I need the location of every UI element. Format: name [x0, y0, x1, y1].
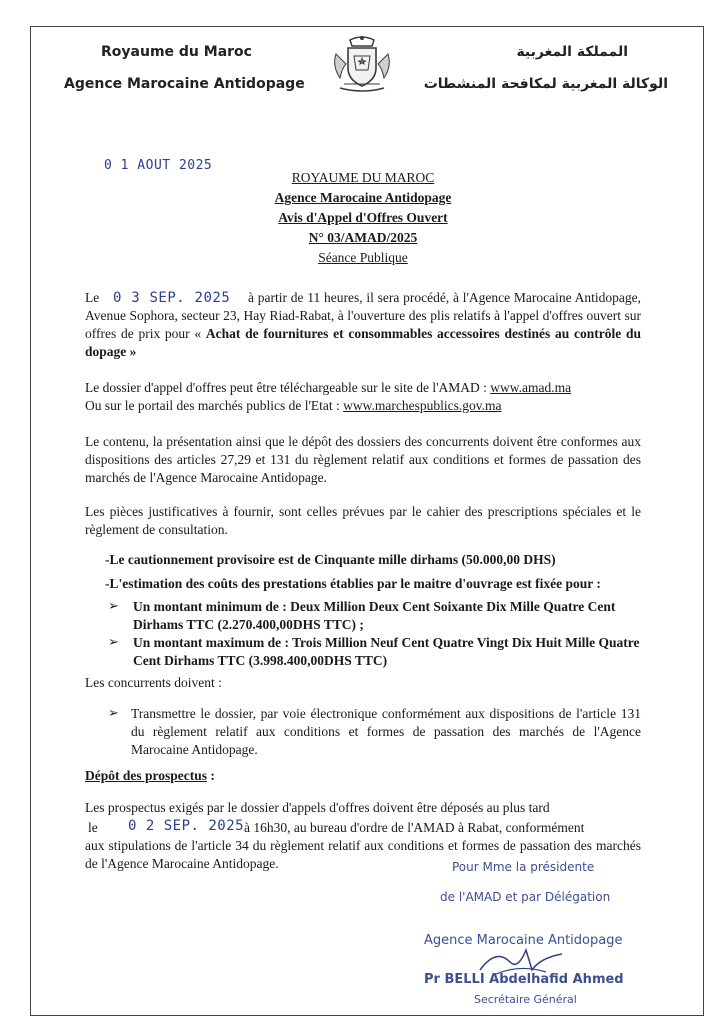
signature-line5: Secrétaire Général — [474, 993, 577, 1006]
signature-line3: Agence Marocaine Antidopage — [424, 933, 623, 948]
deposit-section-colon: : — [207, 768, 215, 783]
date-stamp-top: 0 1 AOUT 2025 — [104, 158, 213, 173]
deposit-rest: aux stipulations de l'article 34 du règlement relatif aux conditions et formes de passation des marchés de l'Agence Marocaine Antidopage. — [85, 838, 641, 871]
download-line2: Ou sur le portail des marchés publics de l'Etat : — [85, 398, 340, 413]
documents-paragraph: Les pièces justificatives à fournir, sont celles prévues par le cahier des prescriptions spéciales et le règlement de consultation. — [85, 504, 641, 537]
signature-line1: Pour Mme la présidente — [452, 860, 595, 874]
deposit-le: le — [88, 820, 98, 835]
date-stamp-deposit: 0 2 SEP. 2025 — [128, 818, 245, 834]
competitors-paragraph: Les concurrents doivent : — [85, 675, 222, 690]
estimate-line: -L'estimation des coûts des prestations établies par le maitre d'ouvrage est fixée pour : — [105, 576, 601, 591]
download-paragraph — [85, 379, 641, 415]
title-notice: Avis d'Appel d'Offres Ouvert — [278, 210, 448, 225]
conformity-paragraph: Le contenu, la présentation ainsi que le dépôt des dossiers des concurrents doivent être conformes aux dispositions des articles 27,29 et 131 du règlement relatif aux conditions et formes de passation des marchés de l'Agence Marocaine Antidopage. — [85, 434, 641, 485]
opening-paragraph — [85, 289, 641, 361]
download-line1: Le dossier d'appel d'offres peut être téléchargeable sur le site de l'AMAD : — [85, 380, 487, 395]
header-country-fr: Royaume du Maroc — [101, 44, 252, 60]
header-country-ar: المملكة المغربية — [516, 44, 628, 60]
signature-line2: de l'AMAD et par Délégation — [440, 890, 611, 904]
arrow-bullet-icon: ➢ — [108, 706, 119, 721]
date-stamp-opening: 0 3 SEP. 2025 — [113, 290, 231, 306]
title-number: N° 03/AMAD/2025 — [308, 230, 418, 245]
coat-of-arms-emblem — [330, 34, 394, 94]
transmission-item: Transmettre le dossier, par voie électronique conformément aux dispositions de l'article 131 du règlement relatif aux conditions et formes de passation des marchés de l'Agence Marocaine Antidopage. — [131, 706, 641, 757]
arrow-bullet-icon: ➢ — [108, 635, 119, 650]
deposit-section-label: Dépôt des prospectus — [85, 768, 208, 783]
deposit-section-title — [85, 767, 641, 785]
amad-website-link[interactable]: www.amad.ma — [490, 380, 572, 395]
signature-line4: Pr BELLI Abdelhafid Ahmed — [424, 972, 624, 987]
bond-line: -Le cautionnement provisoire est de Cinquante mille dirhams (50.000,00 DHS) — [105, 552, 556, 567]
title-block — [60, 168, 666, 268]
public-markets-link[interactable]: www.marchespublics.gov.ma — [343, 398, 502, 413]
header-agency-fr: Agence Marocaine Antidopage — [64, 76, 305, 92]
header-agency-ar: الوكالة المغربية لمكافحة المنشطات — [423, 76, 668, 92]
maximum-amount: Un montant maximum de : Trois Million Neuf Cent Quatre Vingt Dix Huit Mille Quatre Cent Dirhams TTC (3.998.400,00DHS TTC) — [133, 635, 640, 668]
opening-le: Le — [85, 290, 100, 305]
deposit-after-date: à 16h30, au bureau d'ordre de l'AMAD à Rabat, conformément — [244, 820, 585, 835]
opening-object: Achat de fournitures et consommables accessoires destinés au contrôle du dopage » — [85, 326, 641, 359]
deposit-line1: Les prospectus exigés par le dossier d'appels d'offres doivent être déposés au plus tard — [85, 800, 550, 815]
title-agency: Agence Marocaine Antidopage — [274, 190, 452, 205]
title-country: ROYAUME DU MAROC — [291, 170, 435, 185]
minimum-amount: Un montant minimum de : Deux Million Deux Cent Soixante Dix Mille Quatre Cent Dirhams TTC (2.270.400,00DHS TTC) ; — [133, 599, 616, 632]
opening-text: à partir de 11 heures, il sera procédé, à l'Agence Marocaine Antidopage, Avenue Sophora, secteur 23, Hay Riad-Rabat, à l'ouverture des plis relatifs à l'appel d'offres ouvert sur offres de prix pour « — [85, 290, 642, 341]
title-session: Séance Publique — [318, 250, 408, 265]
arrow-bullet-icon: ➢ — [108, 599, 119, 614]
